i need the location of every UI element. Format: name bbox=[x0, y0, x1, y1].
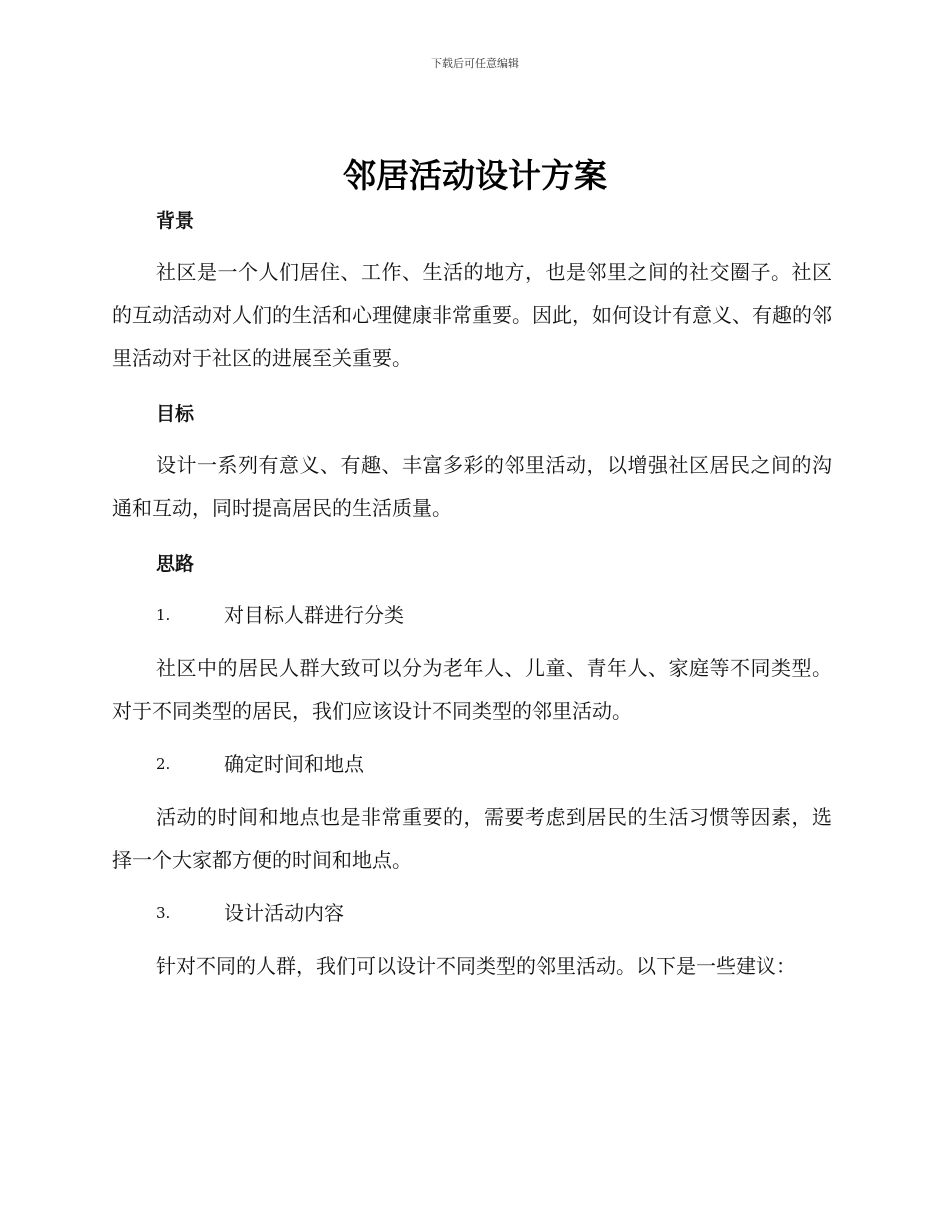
goal-paragraph: 设计一系列有意义、有趣、丰富多彩的邻里活动，以增强社区居民之间的沟通和互动，同时提高居民的生活质量。 bbox=[112, 453, 832, 520]
document-body bbox=[112, 205, 832, 998]
section-heading-approach: 思路 bbox=[156, 553, 195, 575]
approach-list-item-3 bbox=[112, 892, 832, 935]
list-item-title: 设计活动内容 bbox=[224, 901, 344, 925]
approach-paragraph-2: 活动的时间和地点也是非常重要的，需要考虑到居民的生活习惯等因素，选择一个大家都方便的时间和地点。 bbox=[112, 805, 832, 872]
document-title: 邻居活动设计方案 bbox=[343, 156, 607, 195]
list-number: 2. bbox=[156, 755, 171, 773]
approach-list-item-1 bbox=[112, 594, 832, 637]
list-item-title: 对目标人群进行分类 bbox=[224, 603, 404, 627]
list-item-title: 确定时间和地点 bbox=[224, 752, 364, 776]
section-heading-goal: 目标 bbox=[156, 403, 195, 425]
page-header-note: 下载后可任意编辑 bbox=[431, 57, 519, 70]
background-paragraph: 社区是一个人们居住、工作、生活的地方，也是邻里之间的社交圈子。社区的互动活动对人们的生活和心理健康非常重要。因此，如何设计有意义、有趣的邻里活动对于社区的进展至关重要。 bbox=[112, 260, 832, 370]
approach-paragraph-1: 社区中的居民人群大致可以分为老年人、儿童、青年人、家庭等不同类型。对于不同类型的居民，我们应该设计不同类型的邻里活动。 bbox=[112, 656, 832, 723]
approach-list-item-2 bbox=[112, 743, 832, 786]
list-number: 1. bbox=[156, 606, 171, 624]
list-number: 3. bbox=[156, 904, 171, 922]
section-heading-background: 背景 bbox=[156, 210, 195, 232]
approach-paragraph-3: 针对不同的人群，我们可以设计不同类型的邻里活动。以下是一些建议： bbox=[156, 954, 796, 978]
